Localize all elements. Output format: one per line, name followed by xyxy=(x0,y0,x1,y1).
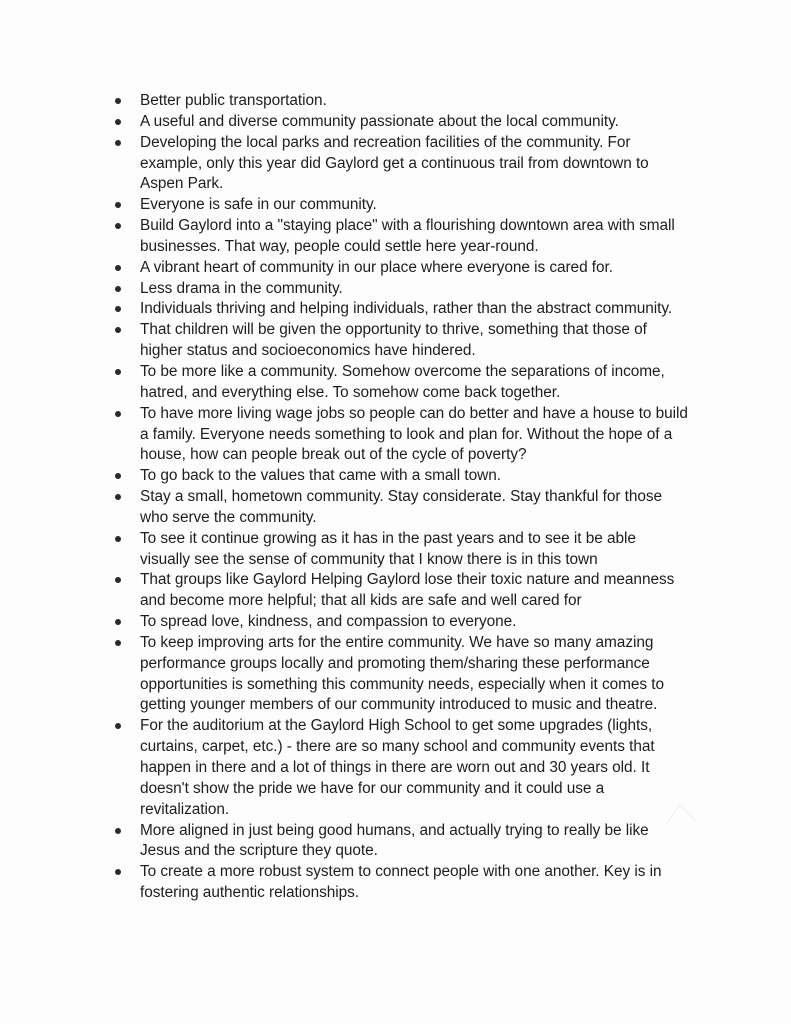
list-item xyxy=(108,862,708,904)
list-item-line: curtains, carpet, etc.) - there are so many school and community events that xyxy=(140,738,655,756)
list-item xyxy=(108,320,708,362)
list-item-line: businesses. That way, people could settle here year-round. xyxy=(140,237,539,255)
bullet-icon xyxy=(115,306,121,312)
list-item-line: To go back to the values that came with a small town. xyxy=(140,467,501,485)
list-item xyxy=(108,112,708,133)
list-item-line: hatred, and everything else. To somehow come back together. xyxy=(140,383,561,401)
bullet-icon xyxy=(115,640,121,646)
list-item-line: doesn't show the pride we have for our community and it could use a xyxy=(140,779,605,797)
list-item xyxy=(108,633,708,716)
list-item xyxy=(108,821,708,863)
bullet-icon xyxy=(115,140,121,146)
list-item-line: house, how can people break out of the cycle of poverty? xyxy=(140,446,527,464)
list-item-line: Better public transportation. xyxy=(140,92,327,109)
bullet-icon xyxy=(115,828,121,834)
list-item-line: Less drama in the community. xyxy=(140,279,343,297)
bullet-icon xyxy=(115,577,121,583)
list-item-line: Everyone is safe in our community. xyxy=(140,196,377,214)
list-item-line: That children will be given the opportunity to thrive, something that those of xyxy=(140,321,647,339)
list-item xyxy=(108,487,708,529)
bullet-icon xyxy=(115,223,121,229)
list-item-line: happen in there and a lot of things in there are worn out and 30 years old. It xyxy=(140,759,650,776)
list-item xyxy=(108,529,708,571)
list-item-line: A useful and diverse community passionate about the local community. xyxy=(140,112,619,130)
bullet-list xyxy=(108,91,708,904)
list-item-line: Developing the local parks and recreation facilities of the community. For xyxy=(140,133,631,151)
scan-artifact xyxy=(660,800,700,830)
bullet-icon xyxy=(115,494,121,500)
bullet-icon xyxy=(115,723,121,729)
list-item-line: That groups like Gaylord Helping Gaylord lose their toxic nature and meanness xyxy=(140,571,675,589)
bullet-icon xyxy=(115,98,121,104)
list-item-line: To have more living wage jobs so people can do better and have a house to build xyxy=(140,404,688,422)
list-item xyxy=(108,195,708,216)
list-item-line: For the auditorium at the Gaylord High School to get some upgrades (lights, xyxy=(140,717,653,735)
list-item-line: a family. Everyone needs something to look and plan for. Without the hope of a xyxy=(140,425,673,443)
list-item-line: opportunities is something this community needs, especially when it comes to xyxy=(140,675,665,693)
list-item-line: To be more like a community. Somehow overcome the separations of income, xyxy=(140,362,665,380)
list-item-line: revitalization. xyxy=(140,800,230,818)
bullet-icon xyxy=(115,265,121,271)
bullet-icon xyxy=(115,536,121,542)
list-item-line: Individuals thriving and helping individuals, rather than the abstract community. xyxy=(140,300,673,318)
list-item-line: To create a more robust system to connect people with one another. Key is in xyxy=(140,863,662,881)
list-item-line: To see it continue growing as it has in the past years and to see it be able xyxy=(140,529,636,547)
list-item-line: More aligned in just being good humans, and actually trying to really be like xyxy=(140,821,649,839)
bullet-icon xyxy=(115,327,121,333)
list-item xyxy=(108,299,708,320)
bullet-icon xyxy=(115,286,121,292)
list-item-line: higher status and socioeconomics have hindered. xyxy=(140,342,476,360)
list-item xyxy=(108,362,708,404)
list-item xyxy=(108,91,708,112)
list-item xyxy=(108,258,708,279)
list-item-line: To keep improving arts for the entire community. We have so many amazing xyxy=(140,633,654,651)
list-item xyxy=(108,133,708,196)
list-item-line: who serve the community. xyxy=(140,508,317,526)
list-item-line: To spread love, kindness, and compassion to everyone. xyxy=(140,613,517,631)
bullet-icon xyxy=(115,369,121,375)
list-item-line: Jesus and the scripture they quote. xyxy=(140,842,378,860)
bullet-icon xyxy=(115,619,121,625)
bullet-icon xyxy=(115,473,121,479)
list-item-line: example, only this year did Gaylord get a continuous trail from downtown to xyxy=(140,154,649,172)
list-item-line: and become more helpful; that all kids are safe and well cared for xyxy=(140,592,582,610)
list-item-line: performance groups locally and promoting them/sharing these performance xyxy=(140,654,650,672)
list-item-line: Stay a small, hometown community. Stay considerate. Stay thankful for those xyxy=(140,488,663,506)
list-item xyxy=(108,570,708,612)
list-item-line: getting younger members of our community introduced to music and theatre. xyxy=(140,696,658,714)
bullet-icon xyxy=(115,869,121,875)
list-item-line: Aspen Park. xyxy=(140,175,224,193)
bullet-icon xyxy=(115,119,121,125)
list-item xyxy=(108,612,708,633)
list-item xyxy=(108,216,708,258)
bullet-icon xyxy=(115,411,121,417)
list-item-line: visually see the sense of community that I know there is in this town xyxy=(140,550,598,568)
list-item-line: Build Gaylord into a "staying place" with a flourishing downtown area with small xyxy=(140,217,675,235)
list-item-line: A vibrant heart of community in our place where everyone is cared for. xyxy=(140,258,613,276)
list-item xyxy=(108,404,708,467)
list-item xyxy=(108,466,708,487)
list-item-line: fostering authentic relationships. xyxy=(140,884,360,902)
list-item xyxy=(108,716,708,820)
bullet-icon xyxy=(115,202,121,208)
list-item xyxy=(108,279,708,300)
